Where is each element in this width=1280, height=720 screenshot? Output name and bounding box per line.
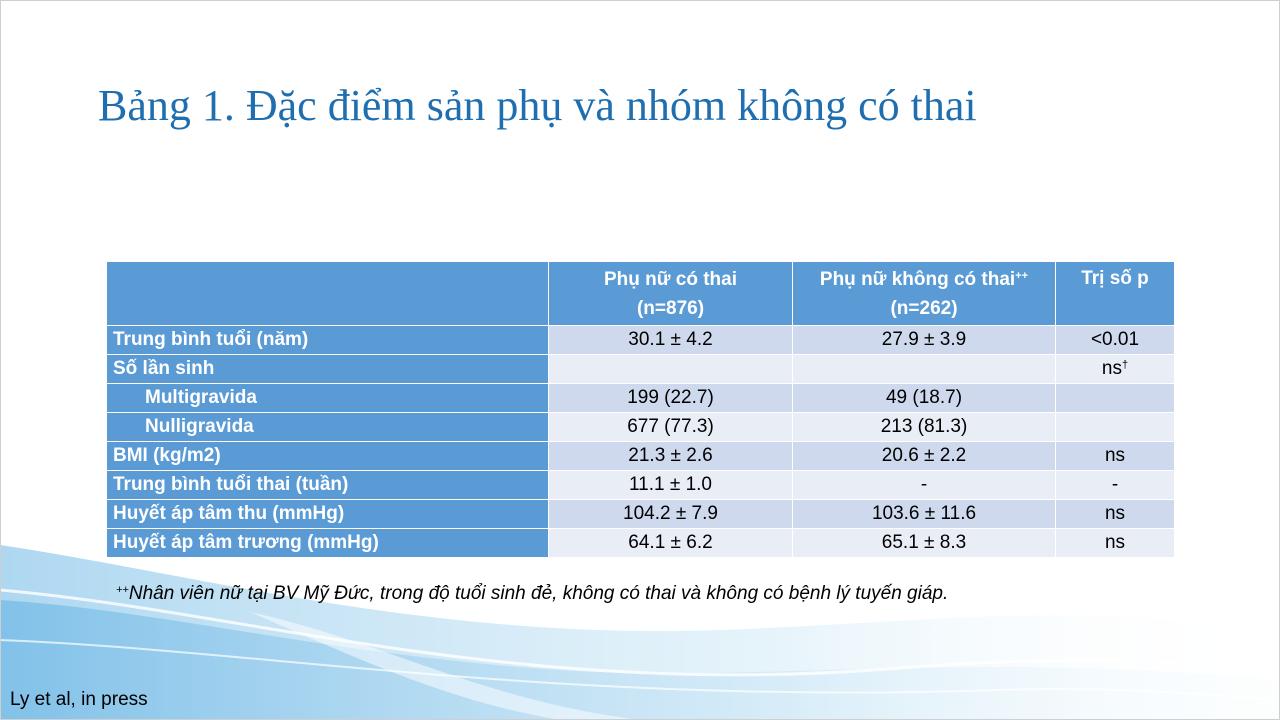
row-label: Trung bình tuổi (năm) [107,326,549,355]
p-value: ns [1104,445,1126,466]
cell-nonpregnant: 213 (81.3) [793,413,1056,442]
row-label: BMI (kg/m2) [107,442,549,471]
table-row [107,355,1175,384]
citation: Ly et al, in press [10,689,148,710]
table-row [107,500,1175,529]
cell-pregnant: 199 (22.7) [549,384,793,413]
cell-pregnant: 11.1 ± 1.0 [549,471,793,500]
cell-nonpregnant: 20.6 ± 2.2 [793,442,1056,471]
cell-nonpregnant: - [793,471,1056,500]
row-label: Trung bình tuổi thai (tuần) [107,471,549,500]
header-line: Phụ nữ có thai [603,268,738,290]
cell-pregnant: 21.3 ± 2.6 [549,442,793,471]
cell-p-value [1056,500,1175,529]
cell-nonpregnant: 49 (18.7) [793,384,1056,413]
p-value: ns [1104,503,1126,524]
cell-p-value [1056,413,1175,442]
cell-pregnant: 64.1 ± 6.2 [549,529,793,558]
header-line: Trị số p [1081,268,1149,289]
row-label: Số lần sinh [107,355,549,384]
header-pregnant [549,262,793,326]
table-row [107,442,1175,471]
header-empty [107,262,549,326]
row-label: Nulligravida [107,413,549,442]
table-row [107,384,1175,413]
table-row [107,326,1175,355]
table-header-row [107,262,1175,326]
p-value: ns [1104,532,1126,553]
table-row [107,529,1175,558]
p-value: ns [1101,358,1122,379]
cell-pregnant: 104.2 ± 7.9 [549,500,793,529]
table-footnote [116,583,948,605]
header-line: Phụ nữ không có thai [819,268,1016,290]
table-row [107,413,1175,442]
cell-p-value [1056,529,1175,558]
p-value: <0.01 [1090,329,1140,350]
cell-p-value [1056,384,1175,413]
cell-pregnant: 677 (77.3) [549,413,793,442]
cell-nonpregnant: 65.1 ± 8.3 [793,529,1056,558]
table-row [107,471,1175,500]
p-value: - [1111,474,1119,495]
cell-nonpregnant: 27.9 ± 3.9 [793,326,1056,355]
slide-title: Bảng 1. Đặc điểm sản phụ và nhóm không có thai [98,81,977,130]
p-superscript: † [1121,359,1129,371]
cell-p-value [1056,326,1175,355]
cell-nonpregnant: 103.6 ± 11.6 [793,500,1056,529]
header-p-value [1056,262,1175,326]
cell-nonpregnant [793,355,1056,384]
header-nonpregnant [793,262,1056,326]
cell-pregnant: 30.1 ± 4.2 [549,326,793,355]
header-line: (n=876) [636,297,705,319]
header-line: (n=262) [890,297,958,319]
cell-p-value [1056,442,1175,471]
footnote-marker: ++ [116,584,129,596]
cell-p-value [1056,471,1175,500]
row-label: Huyết áp tâm thu (mmHg) [107,500,549,529]
cell-pregnant [549,355,793,384]
row-label: Multigravida [107,384,549,413]
header-superscript: ++ [1015,269,1029,282]
characteristics-table [106,261,1175,558]
row-label: Huyết áp tâm trương (mmHg) [107,529,549,558]
footnote-text: Nhân viên nữ tại BV Mỹ Đức, trong độ tuổi sinh đẻ, không có thai và không có bệnh lý tuyến giáp. [128,583,949,604]
cell-p-value [1056,355,1175,384]
